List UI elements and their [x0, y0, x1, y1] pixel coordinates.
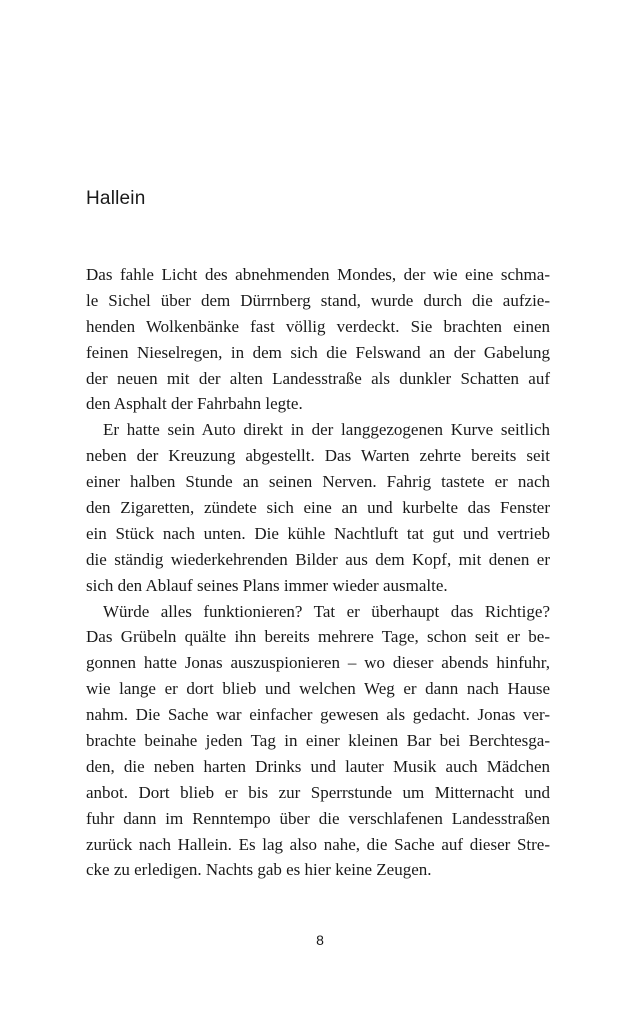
body-text	[86, 262, 550, 883]
text-line: wie lange er dort blieb und welchen Weg er dann nach Hause	[86, 679, 550, 699]
text-line: die ständig wiederkehrenden Bilder aus dem Kopf, mit denen er	[86, 549, 550, 569]
text-line: Das Grübeln quälte ihn bereits mehrere Tage, schon seit er be-	[86, 627, 550, 647]
text-line: ein Stück nach unten. Die kühle Nachtluft tat gut und vertrieb	[86, 523, 550, 543]
text-line: zurück nach Hallein. Es lag also nahe, die Sache auf dieser Stre-	[86, 834, 550, 854]
chapter-title: Hallein	[86, 188, 146, 209]
text-line: feinen Nieselregen, in dem sich die Felswand an der Gabelung	[86, 342, 550, 362]
text-line: henden Wolkenbänke fast völlig verdeckt. Sie brachten einen	[86, 316, 550, 336]
paragraph	[86, 417, 550, 598]
text-line: nahm. Die Sache war einfacher gewesen als gedacht. Jonas ver-	[86, 705, 550, 725]
text-line: der neuen mit der alten Landesstraße als dunkler Schatten auf	[86, 368, 550, 388]
text-line: den Asphalt der Fahrbahn legte.	[86, 394, 303, 414]
text-line: le Sichel über dem Dürrnberg stand, wurde durch die aufzie-	[86, 290, 550, 310]
text-line: cke zu erledigen. Nachts gab es hier keine Zeugen.	[86, 860, 432, 880]
text-line: einer halben Stunde an seinen Nerven. Fahrig tastete er nach	[86, 472, 550, 492]
text-line: brachte beinahe jeden Tag in einer kleinen Bar bei Berchtesga-	[86, 731, 550, 751]
text-line: Er hatte sein Auto direkt in der langgezogenen Kurve seitlich	[103, 420, 550, 440]
text-line: anbot. Dort blieb er bis zur Sperrstunde um Mitternacht und	[86, 782, 550, 802]
text-line: gonnen hatte Jonas auszuspionieren – wo dieser abends hinfuhr,	[86, 653, 550, 673]
paragraph	[86, 599, 550, 884]
text-line: Das fahle Licht des abnehmenden Mondes, der wie eine schma-	[86, 265, 550, 284]
text-line: sich den Ablauf seines Plans immer wieder ausmalte.	[86, 575, 448, 595]
text-line: neben der Kreuzung abgestellt. Das Warten zehrte bereits seit	[86, 446, 550, 466]
text-line: Würde alles funktionieren? Tat er überhaupt das Richtige?	[103, 601, 550, 621]
paragraph	[86, 262, 550, 417]
text-line: den, die neben harten Drinks und lauter Musik auch Mädchen	[86, 756, 550, 776]
text-line: fuhr dann im Renntempo über die verschlafenen Landesstraßen	[86, 808, 550, 828]
page-number: 8	[316, 932, 324, 948]
text-line: den Zigaretten, zündete sich eine an und kurbelte das Fenster	[86, 498, 550, 518]
